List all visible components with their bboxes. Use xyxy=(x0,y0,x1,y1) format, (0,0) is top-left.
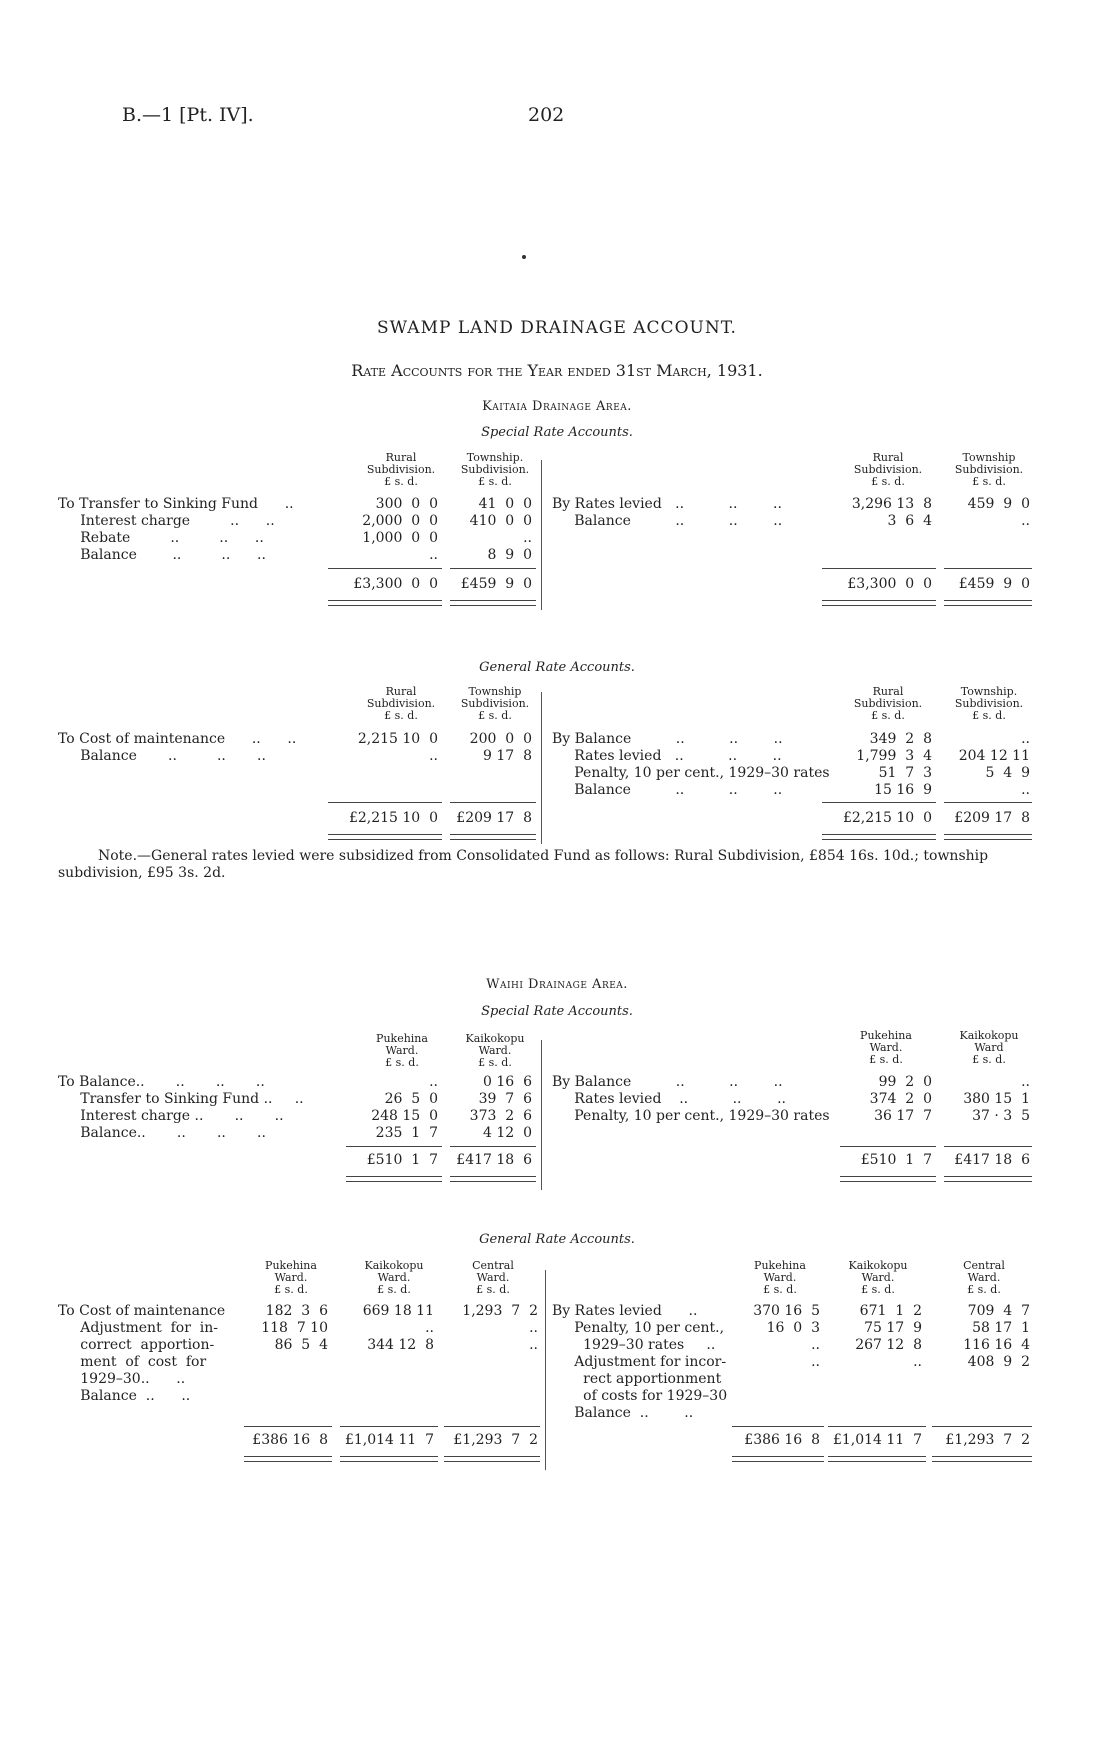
ledger-left xyxy=(58,1303,225,1405)
double-rule xyxy=(328,834,442,840)
double-rule xyxy=(328,600,442,606)
row-label: ment of cost for xyxy=(58,1354,207,1370)
double-rule xyxy=(244,1456,332,1462)
row-label: Balance .. .. .. xyxy=(552,782,783,798)
row-label: Balance .. .. .. xyxy=(58,547,266,563)
total: £1,293 7 2 xyxy=(453,1432,538,1448)
amount: 1,000 0 0 xyxy=(362,530,438,546)
ledger-left xyxy=(58,731,296,765)
double-rule xyxy=(932,1456,1032,1462)
col-header: Kaikokopu Ward £ s. d. xyxy=(959,1029,1019,1066)
col-header: Rural Subdivision. £ s. d. xyxy=(366,685,436,722)
row-label: Balance .. .. xyxy=(552,1405,694,1421)
amount: 204 12 11 xyxy=(958,748,1030,764)
double-rule xyxy=(944,600,1032,606)
row-label: Balance .. .. .. xyxy=(552,513,783,529)
column-divider xyxy=(541,692,542,844)
row-label: Balance .. .. .. xyxy=(58,748,266,764)
amount: 39 7 6 xyxy=(478,1091,532,1107)
total: £459 9 0 xyxy=(958,576,1030,592)
ledger-left xyxy=(58,1074,304,1142)
col-header: Rural Subdivision. £ s. d. xyxy=(853,685,923,722)
amount-column xyxy=(448,731,532,765)
amount: 373 2 6 xyxy=(469,1108,532,1124)
total: £510 1 7 xyxy=(366,1152,438,1168)
amount-column xyxy=(330,731,438,765)
amount: 374 2 0 xyxy=(869,1091,932,1107)
row-label: To Cost of maintenance xyxy=(58,1303,226,1319)
amount: 15 16 9 xyxy=(874,782,932,798)
amount: 235 1 7 xyxy=(375,1125,438,1141)
total: £386 16 8 xyxy=(744,1432,820,1448)
rule xyxy=(944,568,1032,569)
amount: 16 0 3 xyxy=(766,1320,820,1336)
row-label: Rebate .. .. .. xyxy=(58,530,264,546)
kaitaia-note: Note.—General rates levied were subsidized from Consolidated Fund as follows: Rural Subdivision, £854 16s. 10d.; township subdivision, £95 3s. 2d. xyxy=(58,848,989,881)
double-rule xyxy=(732,1456,824,1462)
total: £2,215 10 0 xyxy=(348,810,438,826)
amount-column xyxy=(732,1303,820,1371)
amount: 300 0 0 xyxy=(375,496,438,512)
amount-column xyxy=(942,496,1030,530)
rule xyxy=(328,568,442,569)
col-header: Township Subdivision. £ s. d. xyxy=(954,451,1024,488)
double-rule xyxy=(822,600,936,606)
amount-column xyxy=(932,1303,1030,1371)
amount-column xyxy=(824,731,932,799)
amount: 344 12 8 xyxy=(367,1337,434,1353)
rule xyxy=(340,1426,438,1427)
row-label: Interest charge .. .. xyxy=(58,513,275,529)
amount: .. xyxy=(529,1320,538,1336)
amount: 0 16 6 xyxy=(483,1074,532,1090)
double-rule xyxy=(444,1456,540,1462)
column-divider xyxy=(541,1040,542,1190)
rule xyxy=(328,802,442,803)
total: £2,215 10 0 xyxy=(842,810,932,826)
amount: 58 17 1 xyxy=(972,1320,1030,1336)
amount: .. xyxy=(429,748,438,764)
row-label: Rates levied .. .. .. xyxy=(552,748,782,764)
amount: 1,293 7 2 xyxy=(462,1303,538,1319)
col-header: Kaikokopu Ward. £ s. d. xyxy=(848,1259,908,1296)
document-title: SWAMP LAND DRAINAGE ACCOUNT. xyxy=(377,318,737,338)
amount: 3 6 4 xyxy=(887,513,932,529)
total: £510 1 7 xyxy=(860,1152,932,1168)
amount-column xyxy=(448,1074,532,1142)
total: £459 9 0 xyxy=(460,576,532,592)
total: £3,300 0 0 xyxy=(353,576,438,592)
amount: .. xyxy=(811,1354,820,1370)
amount: 200 0 0 xyxy=(469,731,532,747)
rule xyxy=(822,568,936,569)
double-rule xyxy=(450,600,536,606)
amount: 26 5 0 xyxy=(384,1091,438,1107)
kaitaia-heading: Kaitaia Drainage Area. xyxy=(482,399,632,414)
double-rule xyxy=(450,834,536,840)
double-rule xyxy=(340,1456,438,1462)
amount-column xyxy=(828,1303,922,1371)
col-header: Pukehina Ward. £ s. d. xyxy=(860,1029,912,1066)
amount: 37 · 3 5 xyxy=(972,1108,1030,1124)
row-label: Transfer to Sinking Fund .. .. xyxy=(58,1091,304,1107)
col-header: Township. Subdivision. £ s. d. xyxy=(954,685,1024,722)
ledger-right xyxy=(552,1303,727,1422)
double-rule xyxy=(944,834,1032,840)
row-label: Penalty, 10 per cent., 1929–30 rates xyxy=(552,765,830,781)
row-label: Balance.. .. .. .. xyxy=(58,1125,266,1141)
double-rule xyxy=(944,1176,1032,1182)
rule xyxy=(828,1426,926,1427)
waihi-general-heading: General Rate Accounts. xyxy=(479,1232,635,1247)
row-label: correct apportion- xyxy=(58,1337,215,1353)
col-header: Pukehina Ward. £ s. d. xyxy=(754,1259,806,1296)
col-header: Central Ward. £ s. d. xyxy=(963,1259,1005,1296)
amount: .. xyxy=(429,547,438,563)
amount: 8 9 0 xyxy=(487,547,532,563)
amount-column xyxy=(340,1074,438,1142)
col-header: Kaikokopu Ward. £ s. d. xyxy=(364,1259,424,1296)
col-header: Township Subdivision. £ s. d. xyxy=(460,685,530,722)
amount: 99 2 0 xyxy=(878,1074,932,1090)
row-label: 1929–30.. .. xyxy=(58,1371,186,1387)
rule xyxy=(444,1426,540,1427)
amount-column xyxy=(942,731,1030,799)
col-header: Kaikokopu Ward. £ s. d. xyxy=(465,1032,525,1069)
amount: 370 16 5 xyxy=(753,1303,820,1319)
amount: .. xyxy=(425,1320,434,1336)
ledger-right xyxy=(552,496,782,530)
amount: 410 0 0 xyxy=(469,513,532,529)
double-rule xyxy=(450,1176,536,1182)
kaitaia-special-heading: Special Rate Accounts. xyxy=(481,425,633,440)
specks xyxy=(522,255,526,259)
row-label: Interest charge .. .. .. xyxy=(58,1108,284,1124)
row-label: rect apportionment xyxy=(552,1371,722,1387)
rule xyxy=(822,802,936,803)
amount: .. xyxy=(811,1337,820,1353)
amount: .. xyxy=(913,1354,922,1370)
rule xyxy=(732,1426,824,1427)
row-label: 1929–30 rates .. xyxy=(552,1337,716,1353)
ledger-left xyxy=(58,496,294,564)
amount-column xyxy=(444,1303,538,1354)
rule xyxy=(450,568,536,569)
total: £1,014 11 7 xyxy=(832,1432,922,1448)
row-label: To Cost of maintenance .. .. xyxy=(58,731,297,747)
col-header: Pukehina Ward. £ s. d. xyxy=(376,1032,428,1069)
ledger-right xyxy=(552,731,830,799)
amount: 1,799 3 4 xyxy=(856,748,932,764)
page-reference: B.—1 [Pt. IV]. xyxy=(122,104,254,126)
amount: 408 9 2 xyxy=(967,1354,1030,1370)
total: £417 18 6 xyxy=(954,1152,1030,1168)
col-header: Rural Subdivision. £ s. d. xyxy=(366,451,436,488)
document-subtitle: Rate Accounts for the Year ended 31st March, 1931. xyxy=(351,361,763,380)
double-rule xyxy=(346,1176,442,1182)
rule xyxy=(450,802,536,803)
amount-column xyxy=(246,1303,328,1354)
amount-column xyxy=(448,496,532,564)
rule xyxy=(450,1146,536,1147)
amount: 459 9 0 xyxy=(967,496,1030,512)
amount: .. xyxy=(1021,782,1030,798)
amount: 118 7 10 xyxy=(261,1320,328,1336)
amount: 4 12 0 xyxy=(483,1125,532,1141)
amount: 41 0 0 xyxy=(478,496,532,512)
total: £417 18 6 xyxy=(456,1152,532,1168)
waihi-heading: Waihi Drainage Area. xyxy=(486,977,628,992)
col-header: Central Ward. £ s. d. xyxy=(472,1259,514,1296)
col-header: Rural Subdivision. £ s. d. xyxy=(853,451,923,488)
row-label: By Rates levied .. xyxy=(552,1303,698,1319)
row-label: To Balance.. .. .. .. xyxy=(58,1074,265,1090)
rule xyxy=(944,1146,1032,1147)
amount: 9 17 8 xyxy=(483,748,532,764)
amount: 5 4 9 xyxy=(985,765,1030,781)
page-number: 202 xyxy=(528,104,565,126)
amount: 671 1 2 xyxy=(859,1303,922,1319)
rule xyxy=(244,1426,332,1427)
total: £386 16 8 xyxy=(252,1432,328,1448)
amount: 36 17 7 xyxy=(874,1108,932,1124)
col-header: Pukehina Ward. £ s. d. xyxy=(265,1259,317,1296)
total: £209 17 8 xyxy=(954,810,1030,826)
rule xyxy=(346,1146,442,1147)
amount: 2,215 10 0 xyxy=(357,731,438,747)
amount: 51 7 3 xyxy=(878,765,932,781)
amount: .. xyxy=(529,1337,538,1353)
row-label: To Transfer to Sinking Fund .. xyxy=(58,496,294,512)
rule xyxy=(932,1426,1032,1427)
col-header: Township. Subdivision. £ s. d. xyxy=(460,451,530,488)
total: £209 17 8 xyxy=(456,810,532,826)
total: £3,300 0 0 xyxy=(847,576,932,592)
amount-column xyxy=(834,1074,932,1125)
waihi-special-heading: Special Rate Accounts. xyxy=(481,1004,633,1019)
row-label: Adjustment for in- xyxy=(58,1320,219,1336)
row-label: By Balance .. .. .. xyxy=(552,1074,783,1090)
double-rule xyxy=(828,1456,926,1462)
amount: 182 3 6 xyxy=(265,1303,328,1319)
amount: 86 5 4 xyxy=(274,1337,328,1353)
amount: 349 2 8 xyxy=(869,731,932,747)
rule xyxy=(944,802,1032,803)
row-label: Penalty, 10 per cent., 1929–30 rates xyxy=(552,1108,830,1124)
rule xyxy=(840,1146,936,1147)
amount-column xyxy=(824,496,932,530)
row-label: By Balance .. .. .. xyxy=(552,731,783,747)
double-rule xyxy=(822,834,936,840)
amount: .. xyxy=(1021,731,1030,747)
ledger-right xyxy=(552,1074,830,1125)
amount-column xyxy=(330,496,438,564)
amount-column xyxy=(346,1303,434,1354)
amount: 75 17 9 xyxy=(864,1320,922,1336)
amount: 267 12 8 xyxy=(855,1337,922,1353)
row-label: Rates levied .. .. .. xyxy=(552,1091,787,1107)
total: £1,014 11 7 xyxy=(344,1432,434,1448)
amount: .. xyxy=(523,530,532,546)
column-divider xyxy=(545,1270,546,1470)
amount: .. xyxy=(1021,1074,1030,1090)
kaitaia-general-heading: General Rate Accounts. xyxy=(479,660,635,675)
column-divider xyxy=(541,460,542,610)
amount-column xyxy=(942,1074,1030,1125)
row-label: By Rates levied .. .. .. xyxy=(552,496,782,512)
total: £1,293 7 2 xyxy=(945,1432,1030,1448)
amount: 116 16 4 xyxy=(963,1337,1030,1353)
row-label: of costs for 1929–30 xyxy=(552,1388,728,1404)
double-rule xyxy=(840,1176,936,1182)
amount: 2,000 0 0 xyxy=(362,513,438,529)
row-label: Balance .. .. xyxy=(58,1388,191,1404)
amount: 380 15 1 xyxy=(963,1091,1030,1107)
amount: .. xyxy=(1021,513,1030,529)
amount: .. xyxy=(429,1074,438,1090)
amount: 248 15 0 xyxy=(371,1108,438,1124)
amount: 669 18 11 xyxy=(362,1303,434,1319)
amount: 3,296 13 8 xyxy=(851,496,932,512)
row-label: Adjustment for incor- xyxy=(552,1354,727,1370)
amount: 709 4 7 xyxy=(967,1303,1030,1319)
row-label: Penalty, 10 per cent., xyxy=(552,1320,725,1336)
